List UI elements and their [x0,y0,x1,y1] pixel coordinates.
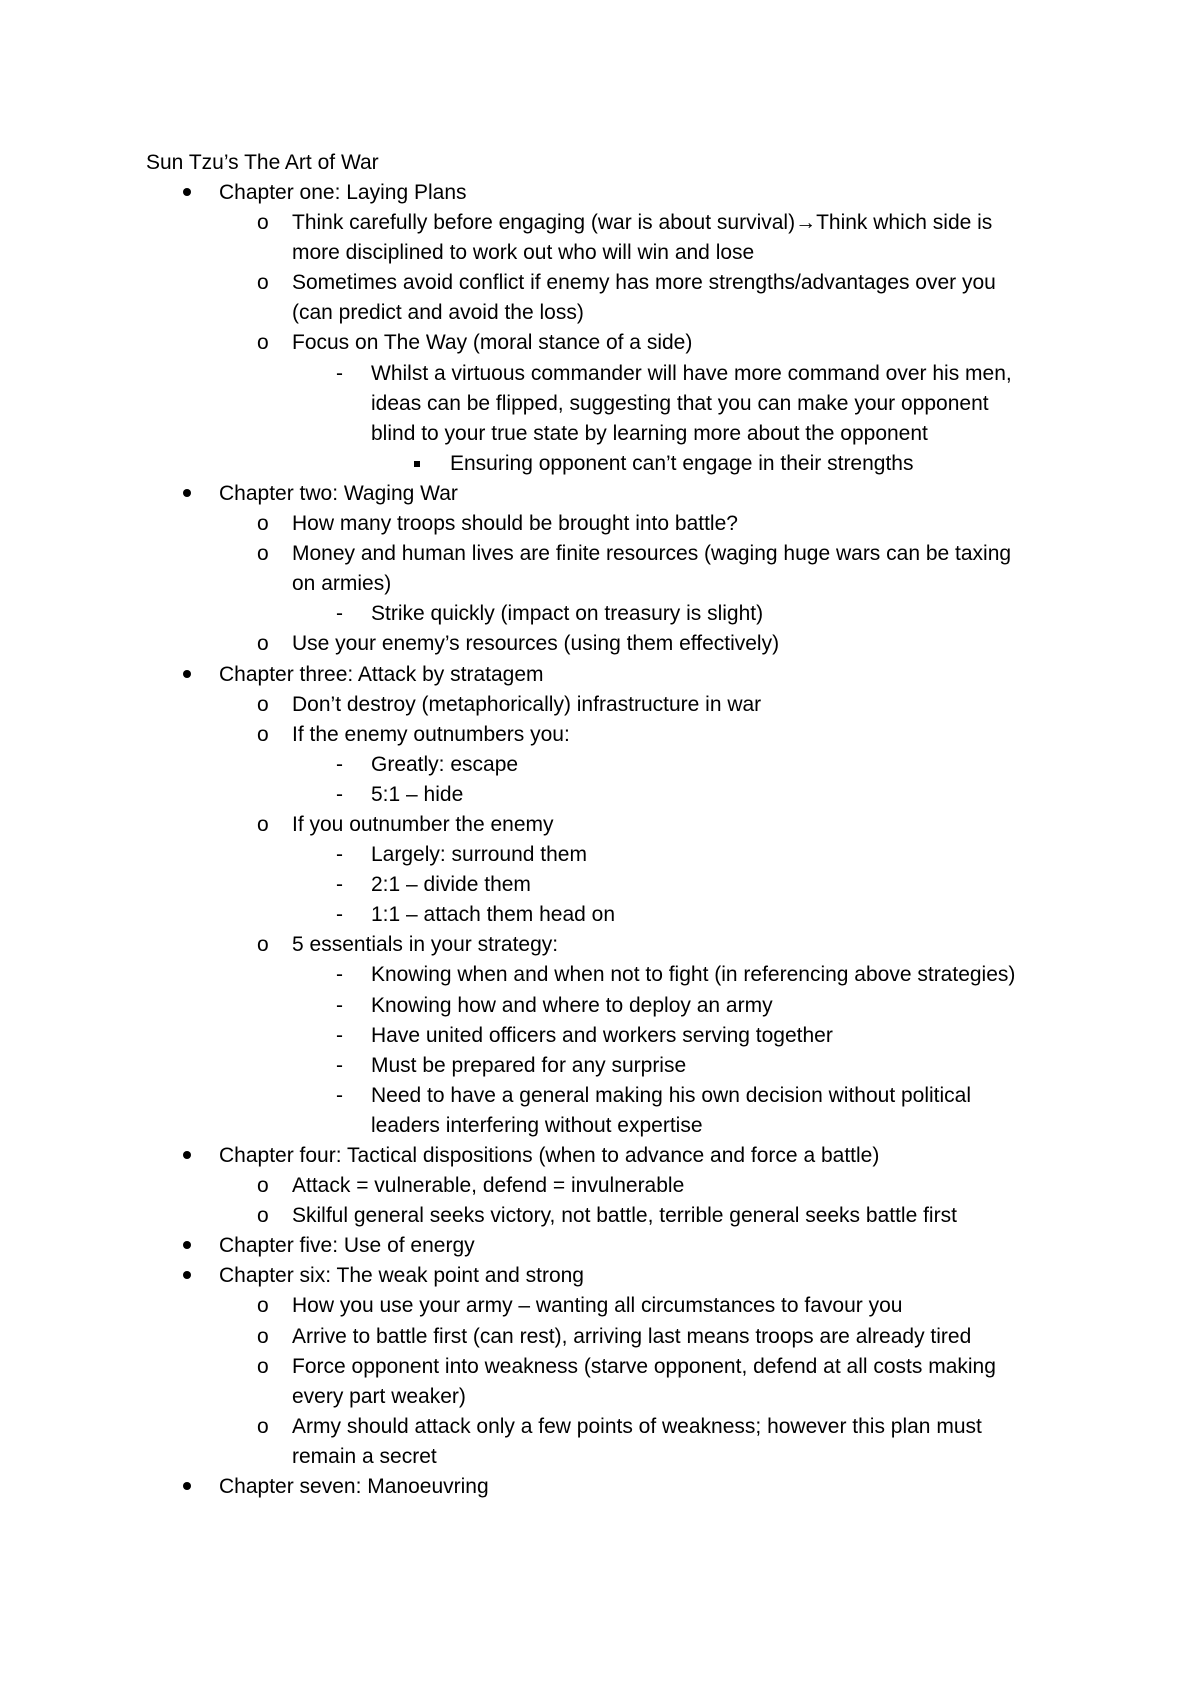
circle-bullet-icon: o [257,722,269,746]
list-item: o How many troops should be brought into battle? [0,509,1200,539]
dash-bullet-icon: - [336,1083,343,1107]
bullet-icon [183,1231,191,1261]
list-item: - Strike quickly (impact on treasury is slight) [0,599,1200,629]
list-item: - Largely: surround them [0,840,1200,870]
circle-bullet-icon: o [257,211,269,235]
list-item: - Must be prepared for any surprise [0,1051,1200,1081]
bullet-icon [183,178,191,208]
list-item: o If the enemy outnumbers you: [0,720,1200,750]
list-item-continuation: remain a secret [292,1444,437,1468]
list-item-continuation: ideas can be flipped, suggesting that you can make your opponent [371,391,989,415]
dash-bullet-icon: - [336,361,343,385]
circle-bullet-icon: o [257,1174,269,1198]
circle-bullet-icon: o [257,933,269,957]
list-item: - 2:1 – divide them [0,870,1200,900]
circle-bullet-icon: o [257,1414,269,1438]
circle-bullet-icon: o [257,1294,269,1318]
circle-bullet-icon: o [257,271,269,295]
list-item: - Greatly: escape [0,750,1200,780]
list-item: Chapter six: The weak point and strong [0,1261,1200,1291]
list-item: o Arrive to battle first (can rest), arriving last means troops are already tired [0,1322,1200,1352]
document-title: Sun Tzu’s The Art of War [146,151,379,174]
dash-bullet-icon: - [336,602,343,626]
dash-bullet-icon: - [336,873,343,897]
bullet-icon [183,1472,191,1502]
circle-bullet-icon: o [257,632,269,656]
square-bullet-icon [414,449,420,479]
list-item: - Whilst a virtuous commander will have more command over his men, [0,359,1200,389]
circle-bullet-icon: o [257,1324,269,1348]
list-item: Chapter two: Waging War [0,479,1200,509]
list-item: o Skilful general seeks victory, not battle, terrible general seeks battle first [0,1201,1200,1231]
list-item: o How you use your army – wanting all circumstances to favour you [0,1291,1200,1321]
circle-bullet-icon: o [257,692,269,716]
list-item: - 5:1 – hide [0,780,1200,810]
list-item: Chapter three: Attack by stratagem [0,660,1200,690]
dash-bullet-icon: - [336,1023,343,1047]
list-item-continuation: blind to your true state by learning more about the opponent [371,421,928,445]
list-item: o 5 essentials in your strategy: [0,930,1200,960]
dash-bullet-icon: - [336,963,343,987]
list-item: - Have united officers and workers serving together [0,1021,1200,1051]
list-item: o Army should attack only a few points of weakness; however this plan must [0,1412,1200,1442]
bullet-icon [183,1261,191,1291]
list-item: Chapter one: Laying Plans [0,178,1200,208]
circle-bullet-icon: o [257,812,269,836]
list-item-continuation: more disciplined to work out who will win and lose [292,241,755,265]
dash-bullet-icon: - [336,993,343,1017]
list-item: o Focus on The Way (moral stance of a side) [0,328,1200,358]
circle-bullet-icon: o [257,542,269,566]
list-item: - Knowing when and when not to fight (in referencing above strategies) [0,960,1200,990]
list-item-continuation: on armies) [292,572,392,596]
list-item: - Need to have a general making his own decision without political [0,1081,1200,1111]
list-item: o Use your enemy’s resources (using them effectively) [0,629,1200,659]
list-item: o Money and human lives are finite resources (waging huge wars can be taxing [0,539,1200,569]
list-item: o If you outnumber the enemy [0,810,1200,840]
dash-bullet-icon: - [336,903,343,927]
list-item: Chapter seven: Manoeuvring [0,1472,1200,1502]
list-item: o Sometimes avoid conflict if enemy has more strengths/advantages over you [0,268,1200,298]
list-item: o Think carefully before engaging (war is about survival)→Think which side is [0,208,1200,238]
bullet-icon [183,1141,191,1171]
dash-bullet-icon: - [336,752,343,776]
dash-bullet-icon: - [336,782,343,806]
list-item: - 1:1 – attach them head on [0,900,1200,930]
list-item-continuation: every part weaker) [292,1384,466,1408]
circle-bullet-icon: o [257,1204,269,1228]
list-item: o Force opponent into weakness (starve opponent, defend at all costs making [0,1352,1200,1382]
list-item: Chapter five: Use of energy [0,1231,1200,1261]
circle-bullet-icon: o [257,512,269,536]
outline-list [0,178,1200,1502]
dash-bullet-icon: - [336,1053,343,1077]
circle-bullet-icon: o [257,331,269,355]
list-item: o Don’t destroy (metaphorically) infrastructure in war [0,690,1200,720]
list-item-continuation: (can predict and avoid the loss) [292,301,584,325]
bullet-icon [183,479,191,509]
circle-bullet-icon: o [257,1354,269,1378]
dash-bullet-icon: - [336,843,343,867]
list-item: Ensuring opponent can’t engage in their strengths [0,449,1200,479]
bullet-icon [183,660,191,690]
list-item: o Attack = vulnerable, defend = invulnerable [0,1171,1200,1201]
list-item: - Knowing how and where to deploy an army [0,991,1200,1021]
list-item-continuation: leaders interfering without expertise [371,1113,703,1137]
list-item: Chapter four: Tactical dispositions (when to advance and force a battle) [0,1141,1200,1171]
